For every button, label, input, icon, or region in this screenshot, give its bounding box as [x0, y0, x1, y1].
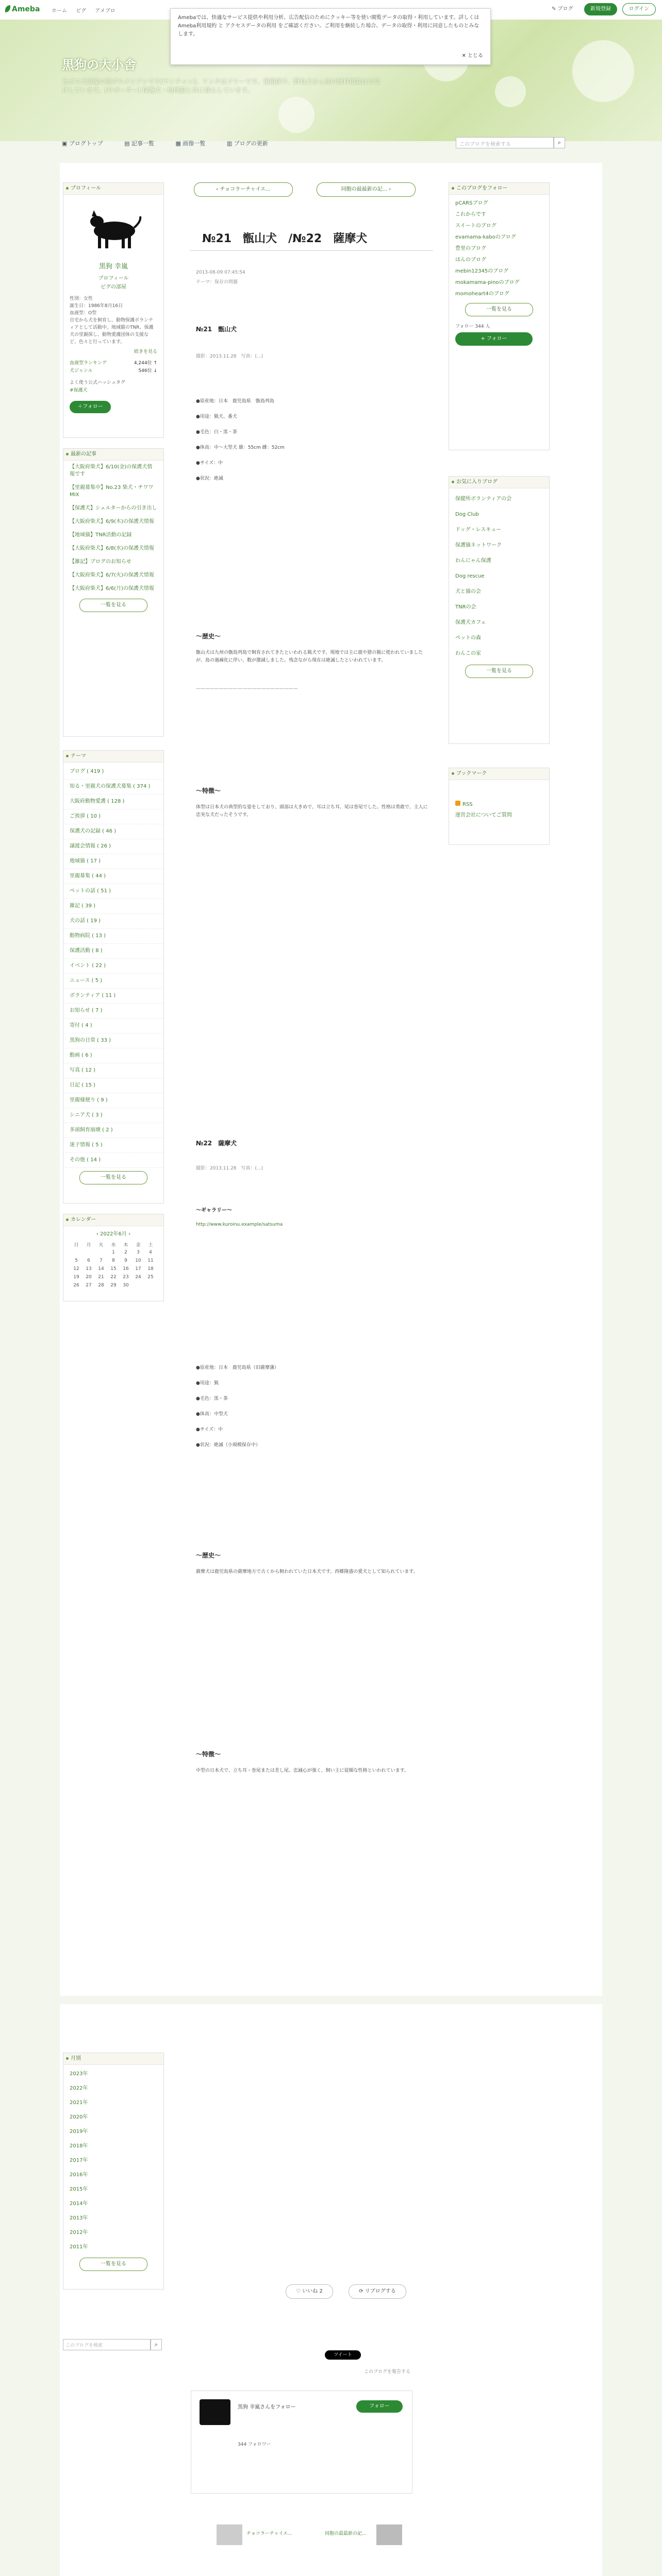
- user-blog-link[interactable]: ✎ ブログ: [551, 6, 573, 12]
- follow-blogs-heading: このブログをフォロー: [449, 183, 549, 195]
- archive-item[interactable]: 2012年: [70, 2230, 88, 2235]
- profile-name[interactable]: 黒狗 幸嵐: [98, 263, 128, 270]
- calendar-day[interactable]: [82, 1248, 95, 1257]
- title-divider: [190, 250, 433, 251]
- login-button[interactable]: ログイン: [622, 3, 656, 15]
- feature1-heading: 〜特徴〜: [196, 787, 221, 794]
- author-follow-button[interactable]: フォロー: [356, 2400, 403, 2413]
- feature2-heading: 〜特徴〜: [196, 1751, 221, 1758]
- theme-item[interactable]: シニア犬 ( 3 ): [63, 1108, 163, 1123]
- archive-item[interactable]: 2015年: [70, 2187, 88, 2192]
- calendar-day[interactable]: [132, 1281, 144, 1290]
- profile-heading: プロフィール: [63, 183, 163, 195]
- favorite-blog-item[interactable]: 犬と猫の会: [455, 589, 481, 595]
- blog-title[interactable]: 黒狗の大小舎: [62, 58, 136, 72]
- section2-specs: [190, 1360, 433, 1453]
- favorite-blogs-more-button[interactable]: 一覧を見る: [465, 665, 533, 678]
- history2-text: 薩摩犬は鹿児島県の薩摩地方で古くから飼われていた日本犬です。西郷隆盛の愛犬として知られています。: [196, 1569, 418, 1574]
- archive-item[interactable]: 2014年: [70, 2201, 88, 2207]
- calendar-day[interactable]: 19: [73, 1275, 79, 1280]
- gallery-link[interactable]: http://www.kuroinu.example/satsuma: [196, 1222, 283, 1227]
- follow-blogs-more-button[interactable]: 一覧を見る: [465, 303, 533, 316]
- spec-line: ●用途：猟犬、番犬: [196, 414, 237, 419]
- recent-post-item[interactable]: 【保護犬】シェルターからの引き出し: [70, 505, 157, 511]
- archive-item[interactable]: 2019年: [70, 2129, 88, 2134]
- recent-post-item[interactable]: 【雑記】ブログのお知らせ: [70, 559, 131, 565]
- calendar-day[interactable]: 25: [147, 1275, 154, 1280]
- report-link[interactable]: このブログを報告する: [364, 2369, 411, 2375]
- calendar-weekday: 水: [111, 1242, 116, 1248]
- hashtag-link[interactable]: #保護犬: [70, 388, 88, 393]
- theme-item[interactable]: ご挨拶 ( 10 ): [63, 809, 163, 824]
- calendar-day[interactable]: 29: [110, 1283, 117, 1288]
- calendar-day[interactable]: [95, 1248, 107, 1257]
- recent-post-item[interactable]: 【大阪府柴犬】6/8(水)の保護犬情報: [70, 546, 154, 551]
- theme-item[interactable]: ボランティア ( 11 ): [63, 989, 163, 1004]
- calendar-day[interactable]: 6: [87, 1258, 90, 1263]
- recent-post-item[interactable]: 【大阪府柴犬】6/7(火)の保護犬情報: [70, 572, 154, 578]
- follow-blog-item[interactable]: mokamama-pinoのブログ: [455, 280, 520, 285]
- more-post-title-2[interactable]: 同胞の最最新の記...: [325, 2531, 367, 2536]
- archive-box: [63, 2053, 164, 2290]
- spec-line: ●状況：絶滅（小規模保存中）: [196, 1443, 260, 1448]
- profile-avatar[interactable]: [82, 201, 144, 258]
- follow-blogs-list: [449, 195, 549, 300]
- follow-blog-item[interactable]: スイートのブログ: [455, 223, 496, 229]
- follow-blogs-box: [449, 182, 550, 450]
- archive-list: [63, 2065, 163, 2255]
- feature2-text: 中型の日本犬で、立ち耳・巻尾または差し尾。忠誠心が強く、飼い主に従順な性格といわれています。: [196, 1768, 409, 1773]
- theme-item[interactable]: ペットの話 ( 51 ): [63, 884, 163, 899]
- logo-text: Ameba: [12, 5, 40, 13]
- calendar-weekday: 木: [123, 1242, 128, 1248]
- calendar-weekday: 土: [148, 1242, 153, 1248]
- spec-line: ●原産地：日本 鹿児島県 甑島列島: [196, 399, 274, 404]
- author-follow-text: 黒狗 幸嵐さんをフォロー: [238, 2404, 296, 2410]
- prev-post-label: チョコラーチャイエ...: [220, 187, 271, 192]
- search-icon[interactable]: ⌕: [554, 137, 565, 148]
- cookie-notice-text: Amebaでは、快適なサービス提供や利用分析、広告配信のためにクッキー等を使い閲覧データの取得・利用しています。詳しくは Ameba利用規約 と アクセスデータの利用 をご確認ください。ご利用を継続した場合、データの取得・利用に同意したものとみなします。: [178, 15, 479, 37]
- bookmark-box: [449, 768, 550, 845]
- recent-more-button[interactable]: 一覧を見る: [79, 599, 147, 612]
- follow-blog-item[interactable]: ほんのブログ: [455, 257, 486, 263]
- history1-heading: 〜歴史〜: [196, 633, 221, 640]
- section1-meta: 撮影：2013.11.28 写真：(...): [196, 354, 263, 359]
- themes-heading: テーマ: [63, 751, 163, 762]
- header-nav: [62, 139, 288, 147]
- author-avatar[interactable]: [200, 2399, 230, 2425]
- sidebar-search-icon[interactable]: ⌕: [151, 2339, 162, 2350]
- calendar-day[interactable]: 16: [123, 1266, 129, 1272]
- archive-item[interactable]: 2016年: [70, 2172, 88, 2178]
- calendar-day[interactable]: 9: [124, 1258, 127, 1263]
- profile-link[interactable]: プロフィール: [98, 276, 129, 281]
- calendar-weekday: 月: [86, 1242, 91, 1248]
- rss-icon: [455, 801, 460, 806]
- theme-item[interactable]: 犬の話 ( 19 ): [63, 914, 163, 929]
- header-nav-top-label: ブログトップ: [69, 140, 103, 147]
- section1-heading: №21 甑山犬: [196, 326, 237, 333]
- calendar-day[interactable]: 17: [135, 1266, 141, 1272]
- genre-label[interactable]: 犬ジャンル: [70, 368, 93, 374]
- header-nav-top[interactable]: ▣ ブログトップ: [62, 140, 103, 147]
- ranking-section: [63, 354, 163, 395]
- calendar-heading: カレンダー: [63, 1214, 163, 1226]
- follow-blog-item[interactable]: これからです: [455, 212, 486, 217]
- follow-blog-item[interactable]: 豊里のブログ: [455, 246, 486, 251]
- theme-item[interactable]: 里親募集 ( 44 ): [63, 869, 163, 884]
- top-nav-ameblo[interactable]: アメブロ: [95, 8, 115, 14]
- theme-item[interactable]: 日記 ( 15 ): [63, 1078, 163, 1093]
- tweet-button[interactable]: ツイート: [325, 2350, 361, 2360]
- theme-item[interactable]: ニュース ( 5 ): [63, 974, 163, 989]
- calendar-day[interactable]: 22: [110, 1275, 117, 1280]
- pigg-room-link[interactable]: ピグの部屋: [101, 284, 126, 290]
- theme-item[interactable]: 大阪府動物愛護 ( 128 ): [63, 794, 163, 809]
- calendar-day[interactable]: 30: [123, 1283, 129, 1288]
- recent-list: [63, 461, 163, 596]
- archive-heading: 月別: [63, 2053, 163, 2065]
- recent-heading: 最新の記事: [63, 449, 163, 461]
- user-blog-label: ブログ: [557, 6, 573, 12]
- post-date: 2013-08-09 07:45:54: [196, 270, 245, 275]
- archive-item[interactable]: 2017年: [70, 2158, 88, 2163]
- follow-blog-item[interactable]: evamama-kaboのブログ: [455, 234, 516, 240]
- archive-item[interactable]: 2022年: [70, 2086, 88, 2091]
- history2-heading: 〜歴史〜: [196, 1552, 221, 1559]
- favorite-blogs-heading: お気に入りブログ: [449, 477, 549, 488]
- calendar-weekday: 日: [74, 1242, 79, 1248]
- operator-link[interactable]: 運営会社についてご質問: [455, 812, 512, 818]
- favorite-blog-item[interactable]: わんにゃん保護: [455, 558, 491, 564]
- top-nav-pigg[interactable]: ピグ: [76, 8, 87, 14]
- recent-post-item[interactable]: 【大阪府柴犬】6/10(金)の保護犬情報です: [70, 464, 153, 477]
- header-nav-images-label: 画像一覧: [183, 140, 206, 147]
- archive-item[interactable]: 2023年: [70, 2071, 88, 2077]
- top-nav: [52, 6, 123, 14]
- calendar-day[interactable]: 15: [110, 1266, 117, 1272]
- spec-line: ●用途：猟: [196, 1381, 219, 1386]
- leaf-icon: [5, 5, 10, 12]
- recent-post-item[interactable]: 【大阪府柴犬】6/6(月)の保護犬情報: [70, 586, 154, 591]
- favorite-blog-item[interactable]: わんこの家: [455, 651, 481, 656]
- recent-post-item[interactable]: 【里親募集中】No.23 柴犬・チワワMIX: [70, 485, 154, 498]
- right-follow-button[interactable]: + フォロー: [455, 332, 533, 346]
- calendar-day[interactable]: [70, 1248, 82, 1257]
- sidebar-search-input[interactable]: このブログを検索: [63, 2339, 151, 2350]
- spec-line: ●体高：中〜大型犬 雄：55cm 雌：52cm: [196, 445, 285, 450]
- theme-item[interactable]: 保護犬の記録 ( 46 ): [63, 824, 163, 839]
- spec-line: ●サイズ：中: [196, 461, 223, 466]
- calendar-day[interactable]: 1: [112, 1250, 115, 1255]
- ranking-label[interactable]: 血液型ランキング: [70, 361, 107, 366]
- favorite-blogs-list: [449, 488, 549, 662]
- favorite-blog-item[interactable]: TNRの会: [455, 604, 476, 610]
- follow-blog-item[interactable]: mebin12345のブログ: [455, 268, 509, 274]
- favorite-blog-item[interactable]: 保護猫ネットワーク: [455, 543, 502, 548]
- theme-item[interactable]: 保護活動 ( 8 ): [63, 944, 163, 959]
- next-post-label: 同胞の最最新の記...: [341, 187, 388, 192]
- more-post-title-1[interactable]: チョコラーチャイエ...: [246, 2531, 292, 2536]
- reblog-button[interactable]: ⟳ リブログする: [349, 2284, 406, 2299]
- top-nav-home[interactable]: ホーム: [52, 8, 67, 14]
- favorite-blog-item[interactable]: ペットの森: [455, 635, 481, 641]
- header-nav-updates-label: ブログの更新: [234, 140, 268, 147]
- blog-description: 元ボス犬黒瀧の黒ダルメシアンです(ヤンチャン)。リンクはフリーです。里親探す、野良犬さん達の無料相談はお受けしています。(サポーター) 保護犬・地域猫と共に暮らしています。: [62, 78, 380, 94]
- spec-line: ●サイズ：中: [196, 1427, 223, 1432]
- archive-more-button[interactable]: 一覧を見る: [79, 2258, 147, 2271]
- calendar-day[interactable]: 7: [100, 1258, 103, 1263]
- section1-specs: [190, 394, 433, 486]
- like-label: いいね: [302, 2289, 318, 2294]
- calendar-day[interactable]: 13: [86, 1266, 92, 1272]
- theme-list: [63, 762, 163, 1168]
- calendar-day[interactable]: [144, 1281, 157, 1290]
- spec-line: ●毛色：黒・茶: [196, 1396, 228, 1401]
- rss-label: RSS: [462, 802, 473, 807]
- more-posts-row: [191, 2519, 418, 2550]
- header-nav-updates[interactable]: ▥ ブログの更新: [226, 140, 268, 147]
- follow-count: フォロー 344 人: [455, 324, 490, 329]
- calendar-day[interactable]: 26: [73, 1283, 79, 1288]
- archive-item[interactable]: 2011年: [70, 2244, 88, 2250]
- favorite-blog-item[interactable]: 保護犬カフェ: [455, 620, 486, 625]
- more-post-thumb-2[interactable]: [376, 2524, 402, 2545]
- top-right-actions: [542, 3, 656, 15]
- calendar-day[interactable]: 2: [124, 1250, 127, 1255]
- calendar-day[interactable]: 21: [98, 1275, 104, 1280]
- like-count: 2: [319, 2289, 323, 2294]
- calendar-day[interactable]: 24: [135, 1275, 141, 1280]
- gallery-heading: 〜ギャラリー〜: [196, 1208, 232, 1213]
- header-nav-entries-label: 記事一覧: [131, 140, 154, 147]
- theme-item[interactable]: 雑記 ( 39 ): [63, 899, 163, 914]
- section2-heading: №22 薩摩犬: [196, 1140, 237, 1147]
- profile-follow-label: フォロー: [82, 404, 103, 410]
- calendar-day[interactable]: 10: [135, 1258, 141, 1263]
- calendar-weekday: 金: [136, 1242, 141, 1248]
- archive-item[interactable]: 2013年: [70, 2215, 88, 2221]
- reblog-label: リブログする: [365, 2289, 396, 2294]
- theme-item[interactable]: 動物病院 ( 13 ): [63, 929, 163, 944]
- next-post-button[interactable]: 同胞の最最新の記... ›: [317, 182, 416, 197]
- spec-line: ●毛色：白・黒・茶: [196, 430, 237, 435]
- calendar-day[interactable]: 23: [123, 1275, 129, 1280]
- register-button[interactable]: 新規登録: [584, 3, 617, 15]
- calendar-box: [63, 1214, 164, 1301]
- profile-more-link[interactable]: 続きを見る: [134, 349, 157, 354]
- theme-item[interactable]: 寄付 ( 4 ): [63, 1019, 163, 1033]
- history1-text: 甑山犬は九州の甑島列島で飼育されてきたといわれる猟犬です。現地では主に鹿や猪の猟に使われていましたが、島の過疎化に伴い、数が激減しました。残念ながら現在は絶滅したといわれています。: [196, 650, 423, 663]
- archive-item[interactable]: 2018年: [70, 2143, 88, 2149]
- theme-item[interactable]: その他 ( 14 ): [63, 1153, 163, 1168]
- theme-item[interactable]: 動画 ( 6 ): [63, 1048, 163, 1063]
- theme-item[interactable]: ブログ ( 419 ): [63, 765, 163, 779]
- calendar-month: ‹ 2022年6月 ›: [96, 1231, 131, 1237]
- recent-posts-box: [63, 448, 164, 737]
- spec-line: ●原産地：日本 鹿児島県（旧薩摩藩）: [196, 1365, 279, 1370]
- ranking-value: 4,244位 ↑: [134, 361, 157, 366]
- calendar-day[interactable]: 14: [98, 1266, 104, 1272]
- theme-item[interactable]: イベント ( 22 ): [63, 959, 163, 974]
- calendar-day[interactable]: 11: [147, 1258, 154, 1263]
- favorite-blog-item[interactable]: Dog rescue: [455, 573, 485, 579]
- recent-post-item[interactable]: 【地域猫】TNR活動の記録: [70, 532, 132, 538]
- blog-search-input[interactable]: このブログを検索する: [456, 137, 554, 148]
- calendar-day[interactable]: 18: [147, 1266, 154, 1272]
- theme-item[interactable]: 譲渡会情報 ( 26 ): [63, 839, 163, 854]
- favorite-blog-item[interactable]: 保健所ボランティアの会: [455, 496, 512, 502]
- author-card: [191, 2391, 412, 2494]
- cookie-notice-close-label: とじる: [468, 53, 483, 59]
- theme-item[interactable]: 迷子情報 ( 5 ): [63, 1138, 163, 1153]
- favorite-blog-item[interactable]: Dog Club: [455, 512, 479, 517]
- follow-blog-item[interactable]: pCARSブログ: [455, 200, 488, 206]
- rss-link[interactable]: [449, 780, 549, 807]
- more-post-thumb-1[interactable]: [217, 2524, 242, 2545]
- spec-line: ●状況：絶滅: [196, 476, 223, 481]
- calendar-weekday: 火: [98, 1242, 104, 1248]
- theme-item[interactable]: 写真 ( 12 ): [63, 1063, 163, 1078]
- favorite-blogs-box: [449, 476, 550, 744]
- header-nav-images[interactable]: ▦ 画像一覧: [175, 140, 206, 147]
- profile-follow-button[interactable]: ＋フォロー: [70, 401, 111, 413]
- archive-item[interactable]: 2020年: [70, 2114, 88, 2120]
- follow-blog-item[interactable]: momoheart4のブログ: [455, 291, 509, 297]
- section2-meta: 撮影：2013.11.28 写真：(...): [196, 1166, 263, 1171]
- calendar-day[interactable]: 20: [86, 1275, 92, 1280]
- theme-item[interactable]: 黒狗の日常 ( 33 ): [63, 1033, 163, 1048]
- profile-box: [63, 182, 164, 438]
- themes-box: [63, 750, 164, 1204]
- calendar-month-label: 2022年6月: [100, 1231, 127, 1237]
- theme-item[interactable]: お知らせ ( 7 ): [63, 1004, 163, 1019]
- calendar-day[interactable]: 3: [137, 1250, 140, 1255]
- header-nav-entries[interactable]: ▤ 記事一覧: [124, 140, 154, 147]
- calendar-day[interactable]: 4: [149, 1250, 152, 1255]
- spec-line: ●体高：中型犬: [196, 1412, 228, 1417]
- post-theme[interactable]: テーマ：保存の問題: [196, 280, 238, 285]
- calendar-day[interactable]: 27: [86, 1283, 92, 1288]
- post-title: №21 甑山犬 /№22 薩摩犬: [202, 232, 368, 245]
- archive-item[interactable]: 2021年: [70, 2100, 88, 2106]
- calendar-day[interactable]: 12: [73, 1266, 79, 1272]
- hashtag-tip: よく使う公式ハッシュタグ: [70, 380, 125, 385]
- like-button[interactable]: ♡ いいね 2: [286, 2284, 333, 2299]
- theme-item[interactable]: 多頭飼育崩壊 ( 2 ): [63, 1123, 163, 1138]
- profile-details: 性別：女性 誕生日：1986年8月16日 血液型：O型 自宅から犬を飼育し、動物保護ボランティアとして活動中。地域猫のTNR、保護犬の里親探し、動物愛護団体の支援など、色々と行っています。: [70, 296, 154, 345]
- genre-value: 546位 ↓: [138, 368, 157, 374]
- theme-item[interactable]: 知る・里親犬の保護犬募集 ( 374 ): [63, 779, 163, 794]
- theme-item[interactable]: 里親様便り ( 9 ): [63, 1093, 163, 1108]
- calendar-day[interactable]: 8: [112, 1258, 115, 1263]
- favorite-blog-item[interactable]: ドッグ・レスキュー: [455, 527, 502, 533]
- themes-more-button[interactable]: 一覧を見る: [79, 1171, 147, 1184]
- bookmark-heading: ブックマーク: [449, 768, 549, 780]
- cookie-notice: [170, 8, 491, 65]
- recent-post-item[interactable]: 【大阪府柴犬】6/9(木)の保護犬情報: [70, 519, 154, 524]
- cookie-notice-close[interactable]: ✕ とじる: [461, 53, 483, 59]
- feature1-text: 体型は日本犬の典型的な姿をしており、頭部は大きめで、耳は立ち耳、尾は巻尾でした。性格は勇敢で、主人に忠実な犬だったそうです。: [196, 805, 428, 818]
- calendar-day[interactable]: 28: [98, 1283, 104, 1288]
- calendar-day[interactable]: 5: [75, 1258, 78, 1263]
- ameba-logo[interactable]: [5, 5, 40, 13]
- history1-extra: ——————————————————————: [196, 686, 298, 691]
- theme-item[interactable]: 地域猫 ( 17 ): [63, 854, 163, 869]
- prev-post-button[interactable]: ‹ チョコラーチャイエ...: [194, 182, 293, 197]
- author-followers: 344 フォロワー: [238, 2442, 271, 2447]
- calendar-table: [70, 1240, 157, 1290]
